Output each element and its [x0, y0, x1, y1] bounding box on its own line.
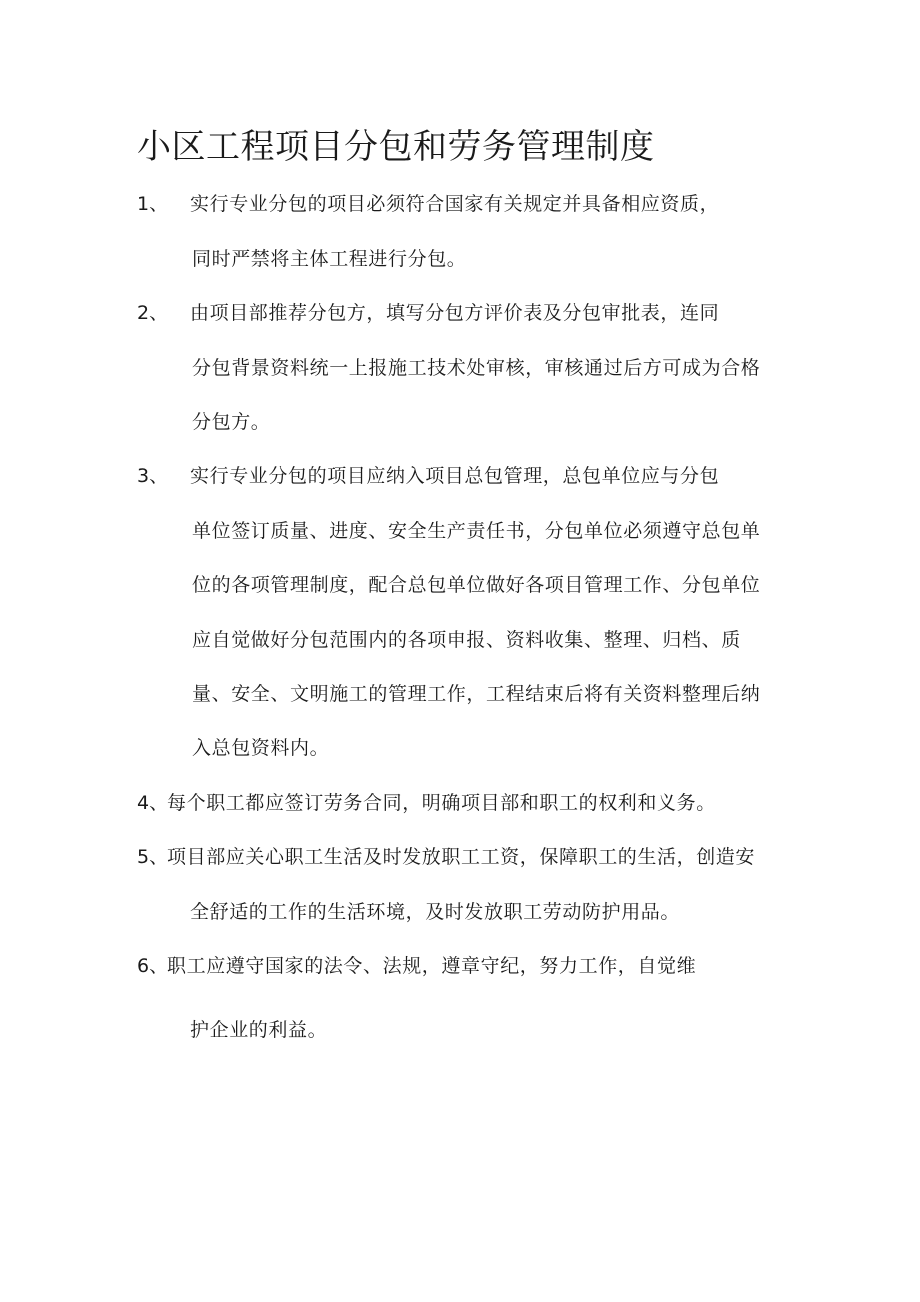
item-3-number: 3、	[137, 465, 169, 487]
item-3-line-4: 应自觉做好分包范围内的各项申报、资料收集、整理、归档、质	[192, 629, 741, 651]
item-3-line-5: 量、安全、文明施工的管理工作，工程结束后将有关资料整理后纳	[192, 683, 761, 705]
item-3-line-2: 单位签订质量、进度、安全生产责任书，分包单位必须遵守总包单	[192, 520, 761, 542]
item-6-line-1: 职工应遵守国家的法令、法规，遵章守纪，努力工作，自觉维	[167, 955, 697, 977]
item-4-number: 4、	[137, 792, 169, 814]
item-2-number: 2、	[137, 302, 169, 324]
item-5-number: 5、	[137, 846, 169, 868]
item-1-line-1: 实行专业分包的项目必须符合国家有关规定并具备相应资质，	[190, 193, 720, 215]
document-title: 小区工程项目分包和劳务管理制度	[137, 127, 655, 167]
item-2-line-1: 由项目部推荐分包方，填写分包方评价表及分包审批表，连同	[190, 302, 720, 324]
item-3-line-1: 实行专业分包的项目应纳入项目总包管理，总包单位应与分包	[190, 465, 720, 487]
item-2-line-2: 分包背景资料统一上报施工技术处审核，审核通过后方可成为合格	[192, 357, 761, 379]
item-3-line-3: 位的各项管理制度，配合总包单位做好各项目管理工作、分包单位	[192, 574, 761, 596]
item-6-number: 6、	[137, 955, 169, 977]
item-6-line-2: 护企业的利益。	[190, 1019, 328, 1041]
item-5-line-2: 全舒适的工作的生活环境，及时发放职工劳动防护用品。	[190, 901, 681, 923]
item-1-number: 1、	[137, 193, 169, 215]
item-2-line-3: 分包方。	[192, 411, 271, 433]
item-5-line-1: 项目部应关心职工生活及时发放职工工资，保障职工的生活，创造安	[167, 846, 756, 868]
item-1-line-2: 同时严禁将主体工程进行分包。	[192, 248, 467, 270]
item-3-line-6: 入总包资料内。	[192, 737, 330, 759]
item-4-line-1: 每个职工都应签订劳务合同，明确项目部和职工的权利和义务。	[167, 792, 716, 814]
